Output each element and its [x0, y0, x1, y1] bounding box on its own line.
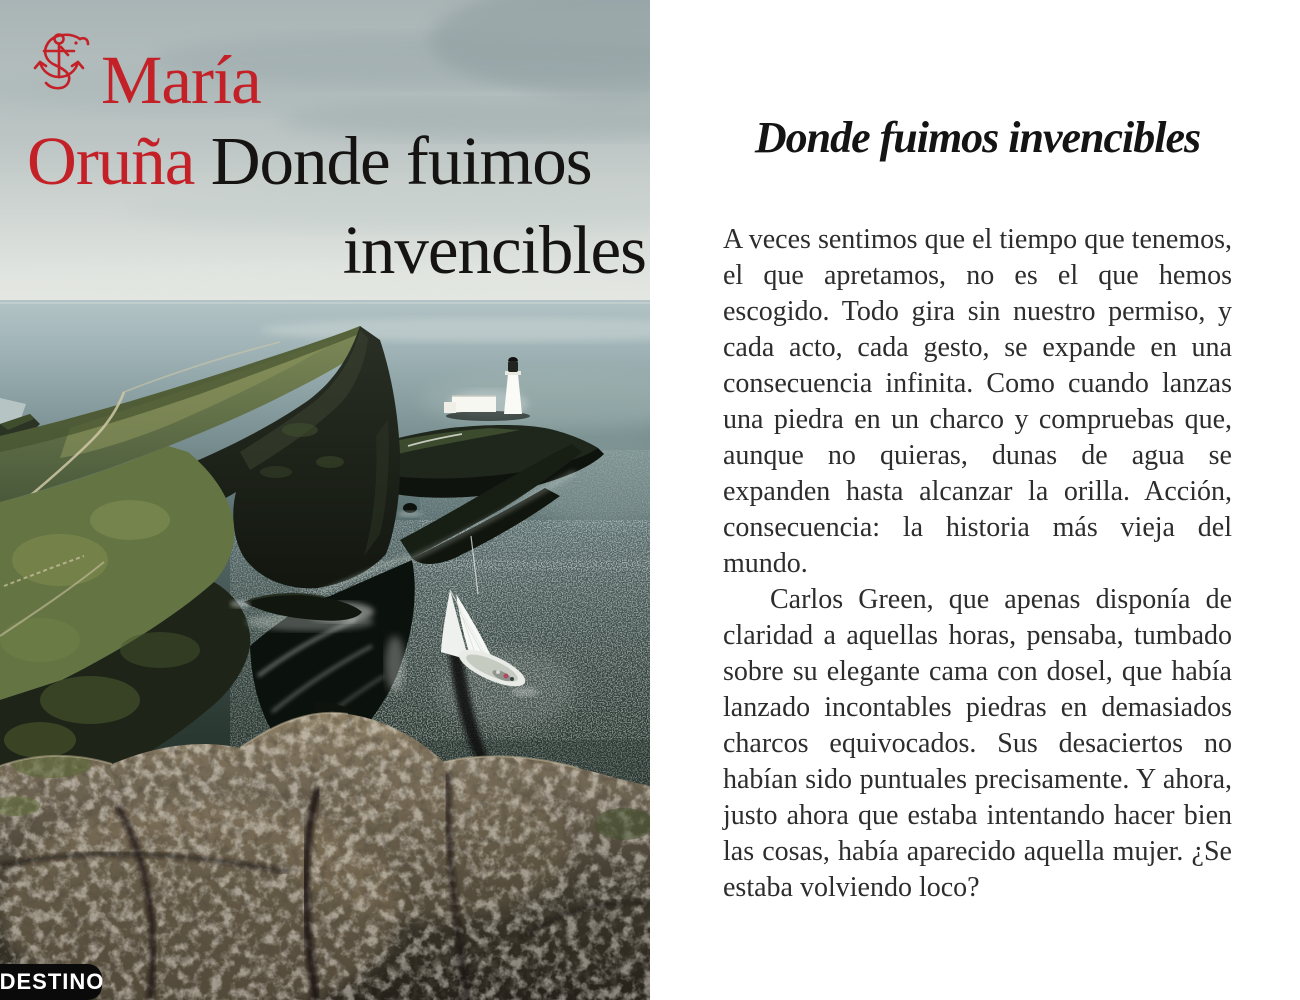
paragraph-1: A veces sentimos que el tiempo que tenemos, el que apretamos, no es el que hemos escogido. Todo gira sin nuestro permiso, y cada acto, cada gesto, se expande en una consecuencia infinita. Como cuando lanzas una piedra en un charco y compruebas que, aunque no quieras, dunas de agua se expanden hasta alcanzar la orilla. Acción, consecuencia: la historia más vieja del mundo.: [723, 224, 1232, 579]
paragraph-2: Carlos Green, que apenas disponía de claridad a aquellas horas, pensaba, tumbado sobre su elegante cama con dosel, que había lanzado incontables piedras en demasiados charcos equivocados. Sus desaciertos no habían sido puntuales precisamente. Y ahora, justo ahora que estaba intentando hacer bien las cosas, había aparecido aquella mujer. ¿Se estaba volviendo loco?: [723, 584, 1232, 903]
cover-author-first-name: María: [101, 42, 261, 118]
anchor-dolphin-icon: [25, 30, 93, 94]
cover-title-part2: invencibles: [342, 212, 646, 288]
cover-title-part1: Donde fuimos: [210, 123, 592, 199]
text-page: [650, 0, 1300, 1000]
publisher-name: DESTINO: [0, 969, 105, 994]
publisher-badge: [0, 964, 105, 1000]
chapter-title: Donde fuimos invencibles: [754, 113, 1201, 162]
cover-author-last-name: Oruña: [27, 123, 195, 199]
page-body: [723, 222, 1232, 906]
cover-title-line: [27, 123, 592, 199]
publisher-logo: [25, 30, 93, 94]
